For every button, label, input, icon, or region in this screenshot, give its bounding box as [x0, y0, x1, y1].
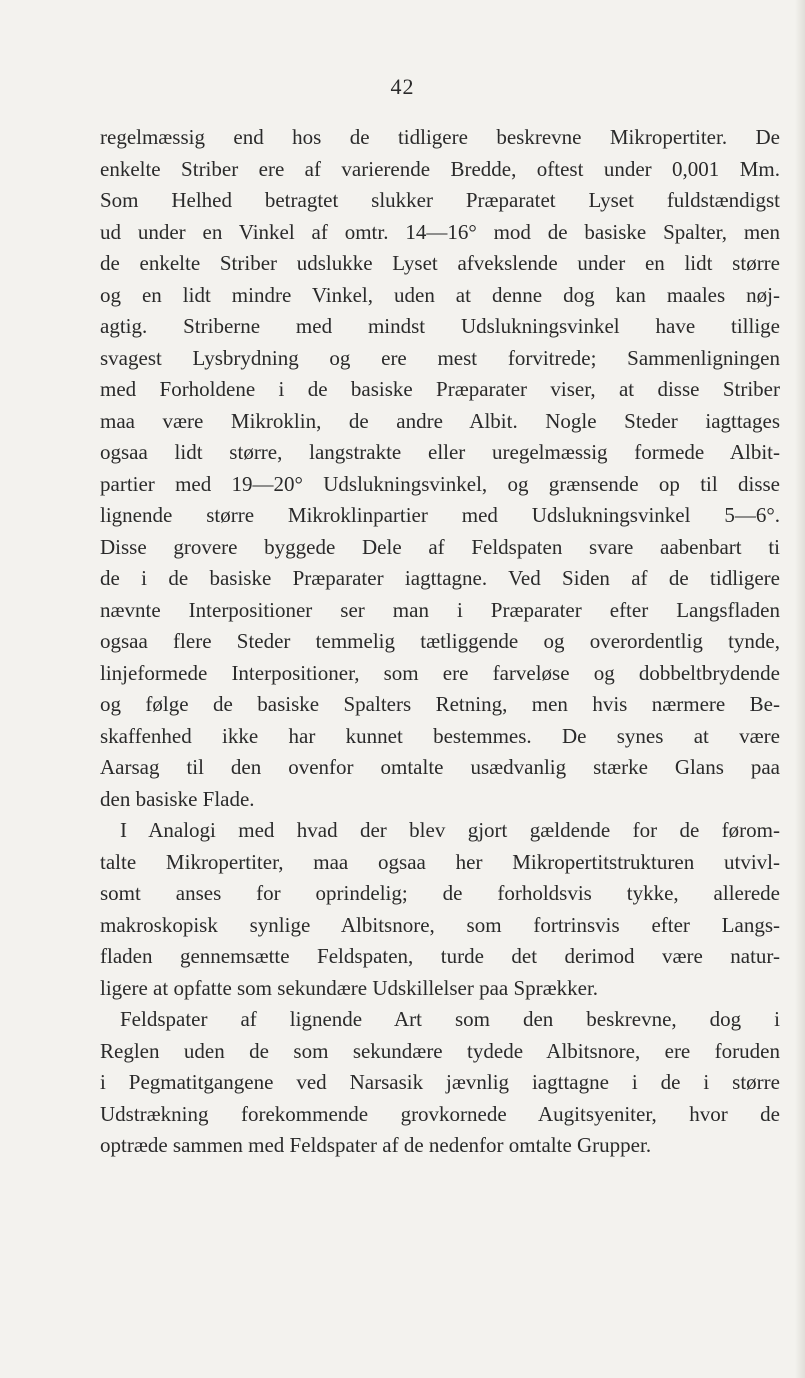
text-line: skaffenhed ikke har kunnet bestemmes. De synes at være [100, 723, 780, 748]
text-line: ud under en Vinkel af omtr. 14—16° mod de basiske Spalter, men [100, 219, 780, 244]
text-line: og følge de basiske Spalters Retning, men hvis nærmere Be- [100, 692, 780, 716]
text-line: linjeformede Interpositioner, som ere farveløse og dobbeltbrydende [100, 660, 780, 685]
text-line: talte Mikropertiter, maa ogsaa her Mikropertitstrukturen utvivl- [100, 849, 780, 874]
text-line: nævnte Interpositioner ser man i Præparater efter Langsfladen [100, 597, 780, 622]
text-line: somt anses for oprindelig; de forholdsvis tykke, allerede [100, 881, 780, 905]
text-line: Reglen uden de som sekundære tydede Albitsnore, ere foruden [100, 1038, 780, 1063]
text-line: i Pegmatitgangene ved Narsasik jævnlig iagttagne i de i større [100, 1070, 780, 1094]
text-line: enkelte Striber ere af varierende Bredde, oftest under 0,001 Mm. [100, 156, 780, 181]
page-number: 42 [390, 74, 415, 99]
text-line: regelmæssig end hos de tidligere beskrevne Mikropertiter. De [100, 125, 780, 149]
text-line: Aarsag til den ovenfor omtalte usædvanlig stærke Glans paa [100, 755, 780, 779]
text-line: Udstrækning forekommende grovkornede Augitsyeniter, hvor de [100, 1101, 780, 1126]
page-edge-shadow [795, 0, 805, 1378]
text-line: fladen gennemsætte Feldspaten, turde det derimod være natur- [100, 944, 780, 968]
text-line: med Forholdene i de basiske Præparater viser, at disse Striber [100, 377, 780, 401]
text-line: partier med 19—20° Udslukningsvinkel, og grænsende op til disse [100, 471, 780, 496]
text-line: den basiske Flade. [100, 786, 255, 811]
text-line: de enkelte Striber udslukke Lyset afvekslende under en lidt større [100, 251, 780, 275]
text-line: Som Helhed betragtet slukker Præparatet Lyset fuldstændigst [100, 188, 780, 212]
body-text [100, 122, 780, 1162]
text-line: I Analogi med hvad der blev gjort gældende for de førom- [120, 818, 780, 842]
text-line: optræde sammen med Feldspater af de nedenfor omtalte Grupper. [100, 1133, 652, 1157]
text-line: ogsaa lidt større, langstrakte eller uregelmæssig formede Albit- [100, 440, 780, 464]
text-line: agtig. Striberne med mindst Udslukningsvinkel have tillige [100, 314, 780, 338]
text-line: Disse grovere byggede Dele af Feldspaten svare aabenbart ti [100, 534, 780, 559]
text-line: maa være Mikroklin, de andre Albit. Nogle Steder iagttages [100, 408, 780, 433]
text-line: lignende større Mikroklinpartier med Udslukningsvinkel 5—6°. [100, 503, 780, 527]
text-line: de i de basiske Præparater iagttagne. Ved Siden af de tidligere [100, 566, 780, 590]
text-line: Feldspater af lignende Art som den beskrevne, dog i [120, 1007, 780, 1031]
text-line: og en lidt mindre Vinkel, uden at denne dog kan maales nøj- [100, 282, 780, 307]
text-line: svagest Lysbrydning og ere mest forvitrede; Sammenligningen [100, 345, 780, 370]
text-line: ogsaa flere Steder temmelig tætliggende og overordentlig tynde, [100, 629, 780, 653]
text-line: makroskopisk synlige Albitsnore, som fortrinsvis efter Langs- [100, 912, 780, 937]
text-line: ligere at opfatte som sekundære Udskillelser paa Sprækker. [100, 975, 599, 1000]
